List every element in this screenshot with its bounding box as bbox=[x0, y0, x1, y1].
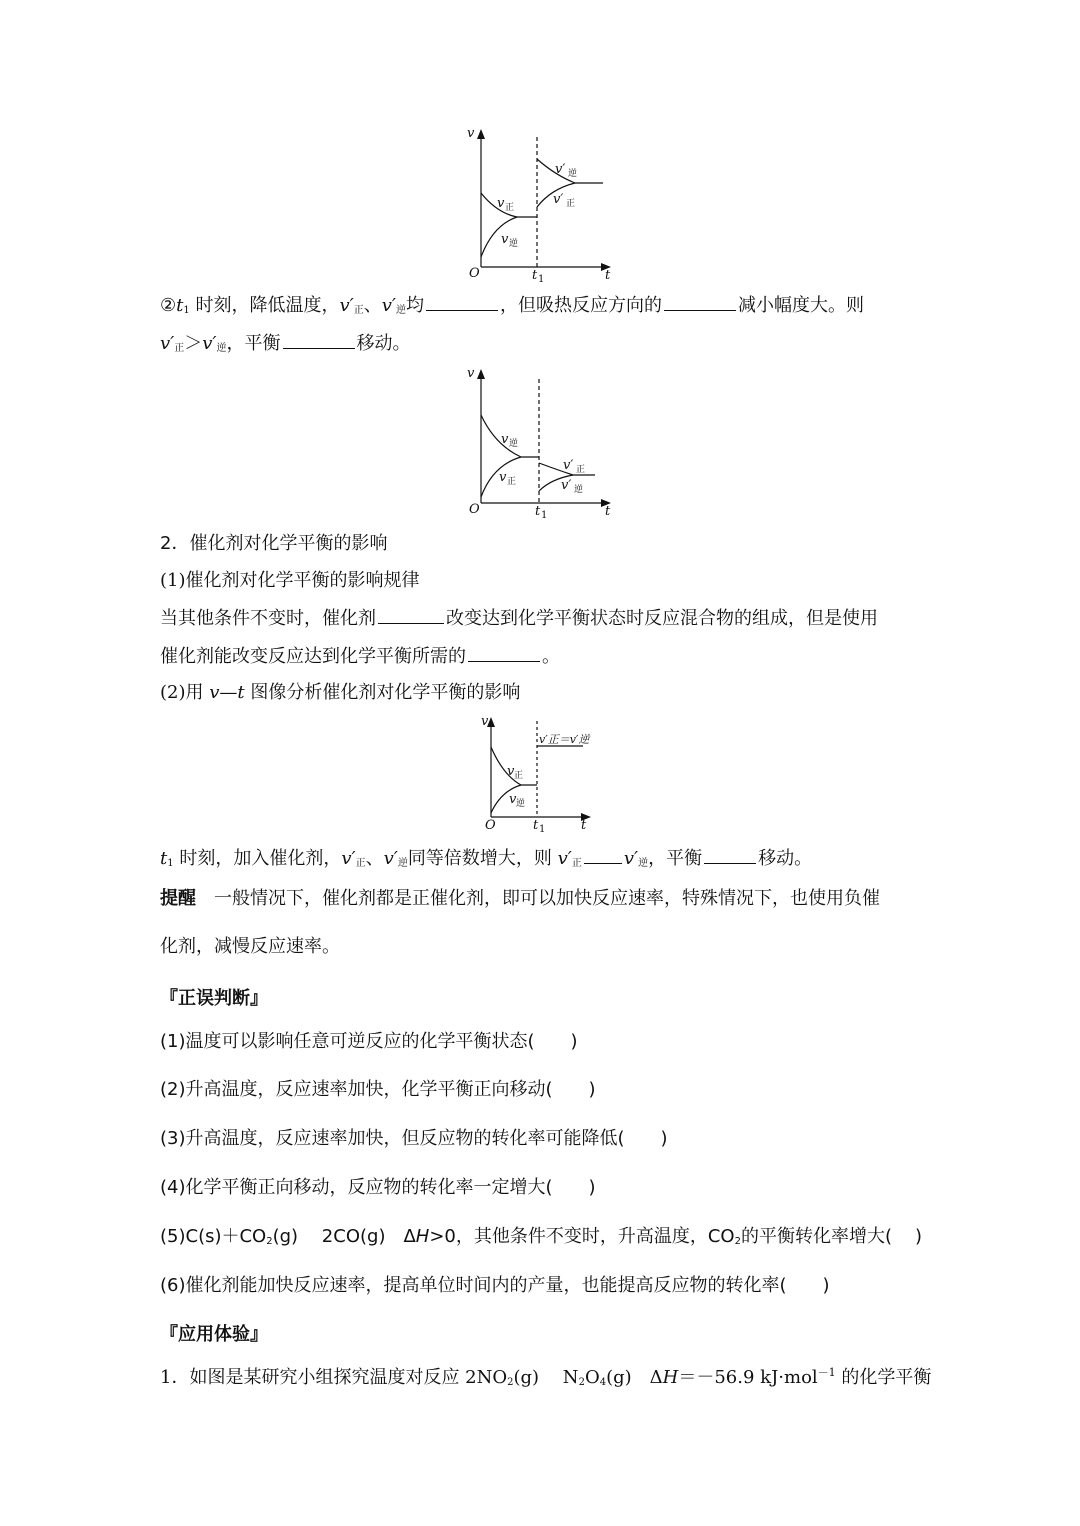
v-reverse-label: v bbox=[501, 232, 509, 247]
judge-q3: (3)升高温度，反应速率加快，但反应物的转化率可能降低( ) bbox=[160, 1128, 668, 1149]
apply-q1: 1．如图是某研究小组探究温度对反应 2NO2(g) N2O4(g) ΔH＝－56.9 kJ·mol$^{-1}$ 的化学平衡 bbox=[160, 1366, 932, 1388]
origin-label: O bbox=[469, 502, 480, 517]
t1-sub: 1 bbox=[539, 824, 546, 835]
answer-blank-7[interactable] bbox=[704, 845, 756, 864]
para-cooling-line1: ②t1 时刻，降低温度，v′正、v′逆均 ，但吸热反应方向的 减小幅度大。则 bbox=[160, 292, 922, 324]
tip-label: 提醒 bbox=[160, 888, 196, 909]
answer-blank-4[interactable] bbox=[378, 605, 444, 624]
v-reverse-sub: 逆 bbox=[509, 239, 519, 249]
judge-q2: (2)升高温度，反应速率加快，化学平衡正向移动( ) bbox=[160, 1079, 596, 1100]
judge-title: 『正误判断』 bbox=[160, 988, 268, 1009]
tip-line1: 提醒 一般情况下，催化剂都是正催化剂，即可以加快反应速率，特殊情况下，也使用负催 bbox=[160, 888, 880, 909]
equal-rate-label: v′正＝v′逆 bbox=[539, 733, 590, 746]
judge-q5: (5)C(s)＋CO2(g) 2CO(g) ΔH>0，其他条件不变时，升高温度，CO2的平衡转化率增大( ) bbox=[160, 1226, 922, 1247]
y-axis-label: v bbox=[467, 366, 475, 381]
vt-graph-2 bbox=[455, 365, 625, 525]
t1-label: t bbox=[533, 818, 539, 833]
v-reverse-label: v bbox=[501, 432, 509, 447]
catalyst-conclusion: t1 时刻，加入催化剂，v′正、v′逆同等倍数增大，则 v′正 v′逆，平衡 移动。 bbox=[160, 845, 922, 877]
tip-line2: 化剂，减慢反应速率。 bbox=[160, 936, 340, 957]
v-forward-label: v bbox=[499, 470, 507, 485]
judge-q1: (1)温度可以影响任意可逆反应的化学平衡状态( ) bbox=[160, 1031, 578, 1052]
v-reverse-label: v bbox=[509, 792, 517, 807]
t1-label: t bbox=[535, 504, 541, 519]
t1-sub: 1 bbox=[541, 510, 548, 521]
answer-blank-1[interactable] bbox=[426, 292, 498, 311]
y-axis-label: v bbox=[481, 714, 489, 729]
x-axis-label: t bbox=[605, 268, 611, 283]
answer-blank-5[interactable] bbox=[468, 643, 540, 662]
answer-blank-3[interactable] bbox=[283, 330, 355, 349]
answer-blank-2[interactable] bbox=[664, 292, 736, 311]
judge-q6: (6)催化剂能加快反应速率，提高单位时间内的产量，也能提高反应物的转化率( ) bbox=[160, 1275, 830, 1296]
answer-blank-6[interactable] bbox=[584, 845, 622, 864]
v-reverse-sub: 逆 bbox=[516, 799, 526, 809]
vp-forward-label: v′ bbox=[563, 458, 574, 473]
y-arrow bbox=[477, 129, 485, 139]
vp-forward-sub: 正 bbox=[566, 199, 576, 209]
x-axis-label: t bbox=[581, 818, 587, 833]
judge-q4: (4)化学平衡正向移动，反应物的转化率一定增大( ) bbox=[160, 1177, 596, 1198]
y-arrow bbox=[477, 369, 485, 379]
subsection-1: (1)催化剂对化学平衡的影响规律 bbox=[160, 570, 420, 591]
v-forward-label: v bbox=[507, 764, 515, 779]
vt-graph-3 bbox=[475, 713, 615, 838]
vp-reverse-sub: 逆 bbox=[574, 485, 584, 495]
t1-sub: 1 bbox=[538, 274, 545, 285]
t1-label: t bbox=[532, 268, 538, 283]
origin-label: O bbox=[485, 818, 496, 833]
v-forward-sub: 正 bbox=[507, 477, 517, 487]
v-forward-label: v bbox=[497, 196, 505, 211]
apply-title: 『应用体验』 bbox=[160, 1324, 268, 1345]
v-reverse-sub: 逆 bbox=[509, 439, 519, 449]
catalyst-rule-line2: 催化剂能改变反应达到化学平衡所需的 。 bbox=[160, 643, 922, 670]
para-cooling-line2: v′正＞v′逆，平衡 移动。 bbox=[160, 330, 922, 362]
x-axis-label: t bbox=[605, 504, 611, 519]
vp-reverse-sub: 逆 bbox=[568, 169, 578, 179]
vp-reverse-label: v′ bbox=[561, 478, 572, 493]
subsection-2: (2)用 v—t 图像分析催化剂对化学平衡的影响 bbox=[160, 682, 521, 703]
v-reverse-curve bbox=[481, 415, 539, 457]
vp-reverse-label: v′ bbox=[555, 162, 566, 177]
vp-forward-label: v′ bbox=[553, 192, 564, 207]
origin-label: O bbox=[469, 266, 480, 281]
catalyst-rule-line1: 当其他条件不变时，催化剂 改变达到化学平衡状态时反应混合物的组成，但是使用 bbox=[160, 605, 922, 632]
y-axis-label: v bbox=[467, 126, 475, 141]
vp-forward-sub: 正 bbox=[576, 465, 586, 475]
v-reverse-curve bbox=[481, 217, 517, 257]
v-forward-sub: 正 bbox=[514, 771, 524, 781]
v-forward-sub: 正 bbox=[505, 203, 515, 213]
vt-graph-1 bbox=[455, 125, 625, 285]
section-heading-catalyst: 2．催化剂对化学平衡的影响 bbox=[160, 533, 388, 554]
